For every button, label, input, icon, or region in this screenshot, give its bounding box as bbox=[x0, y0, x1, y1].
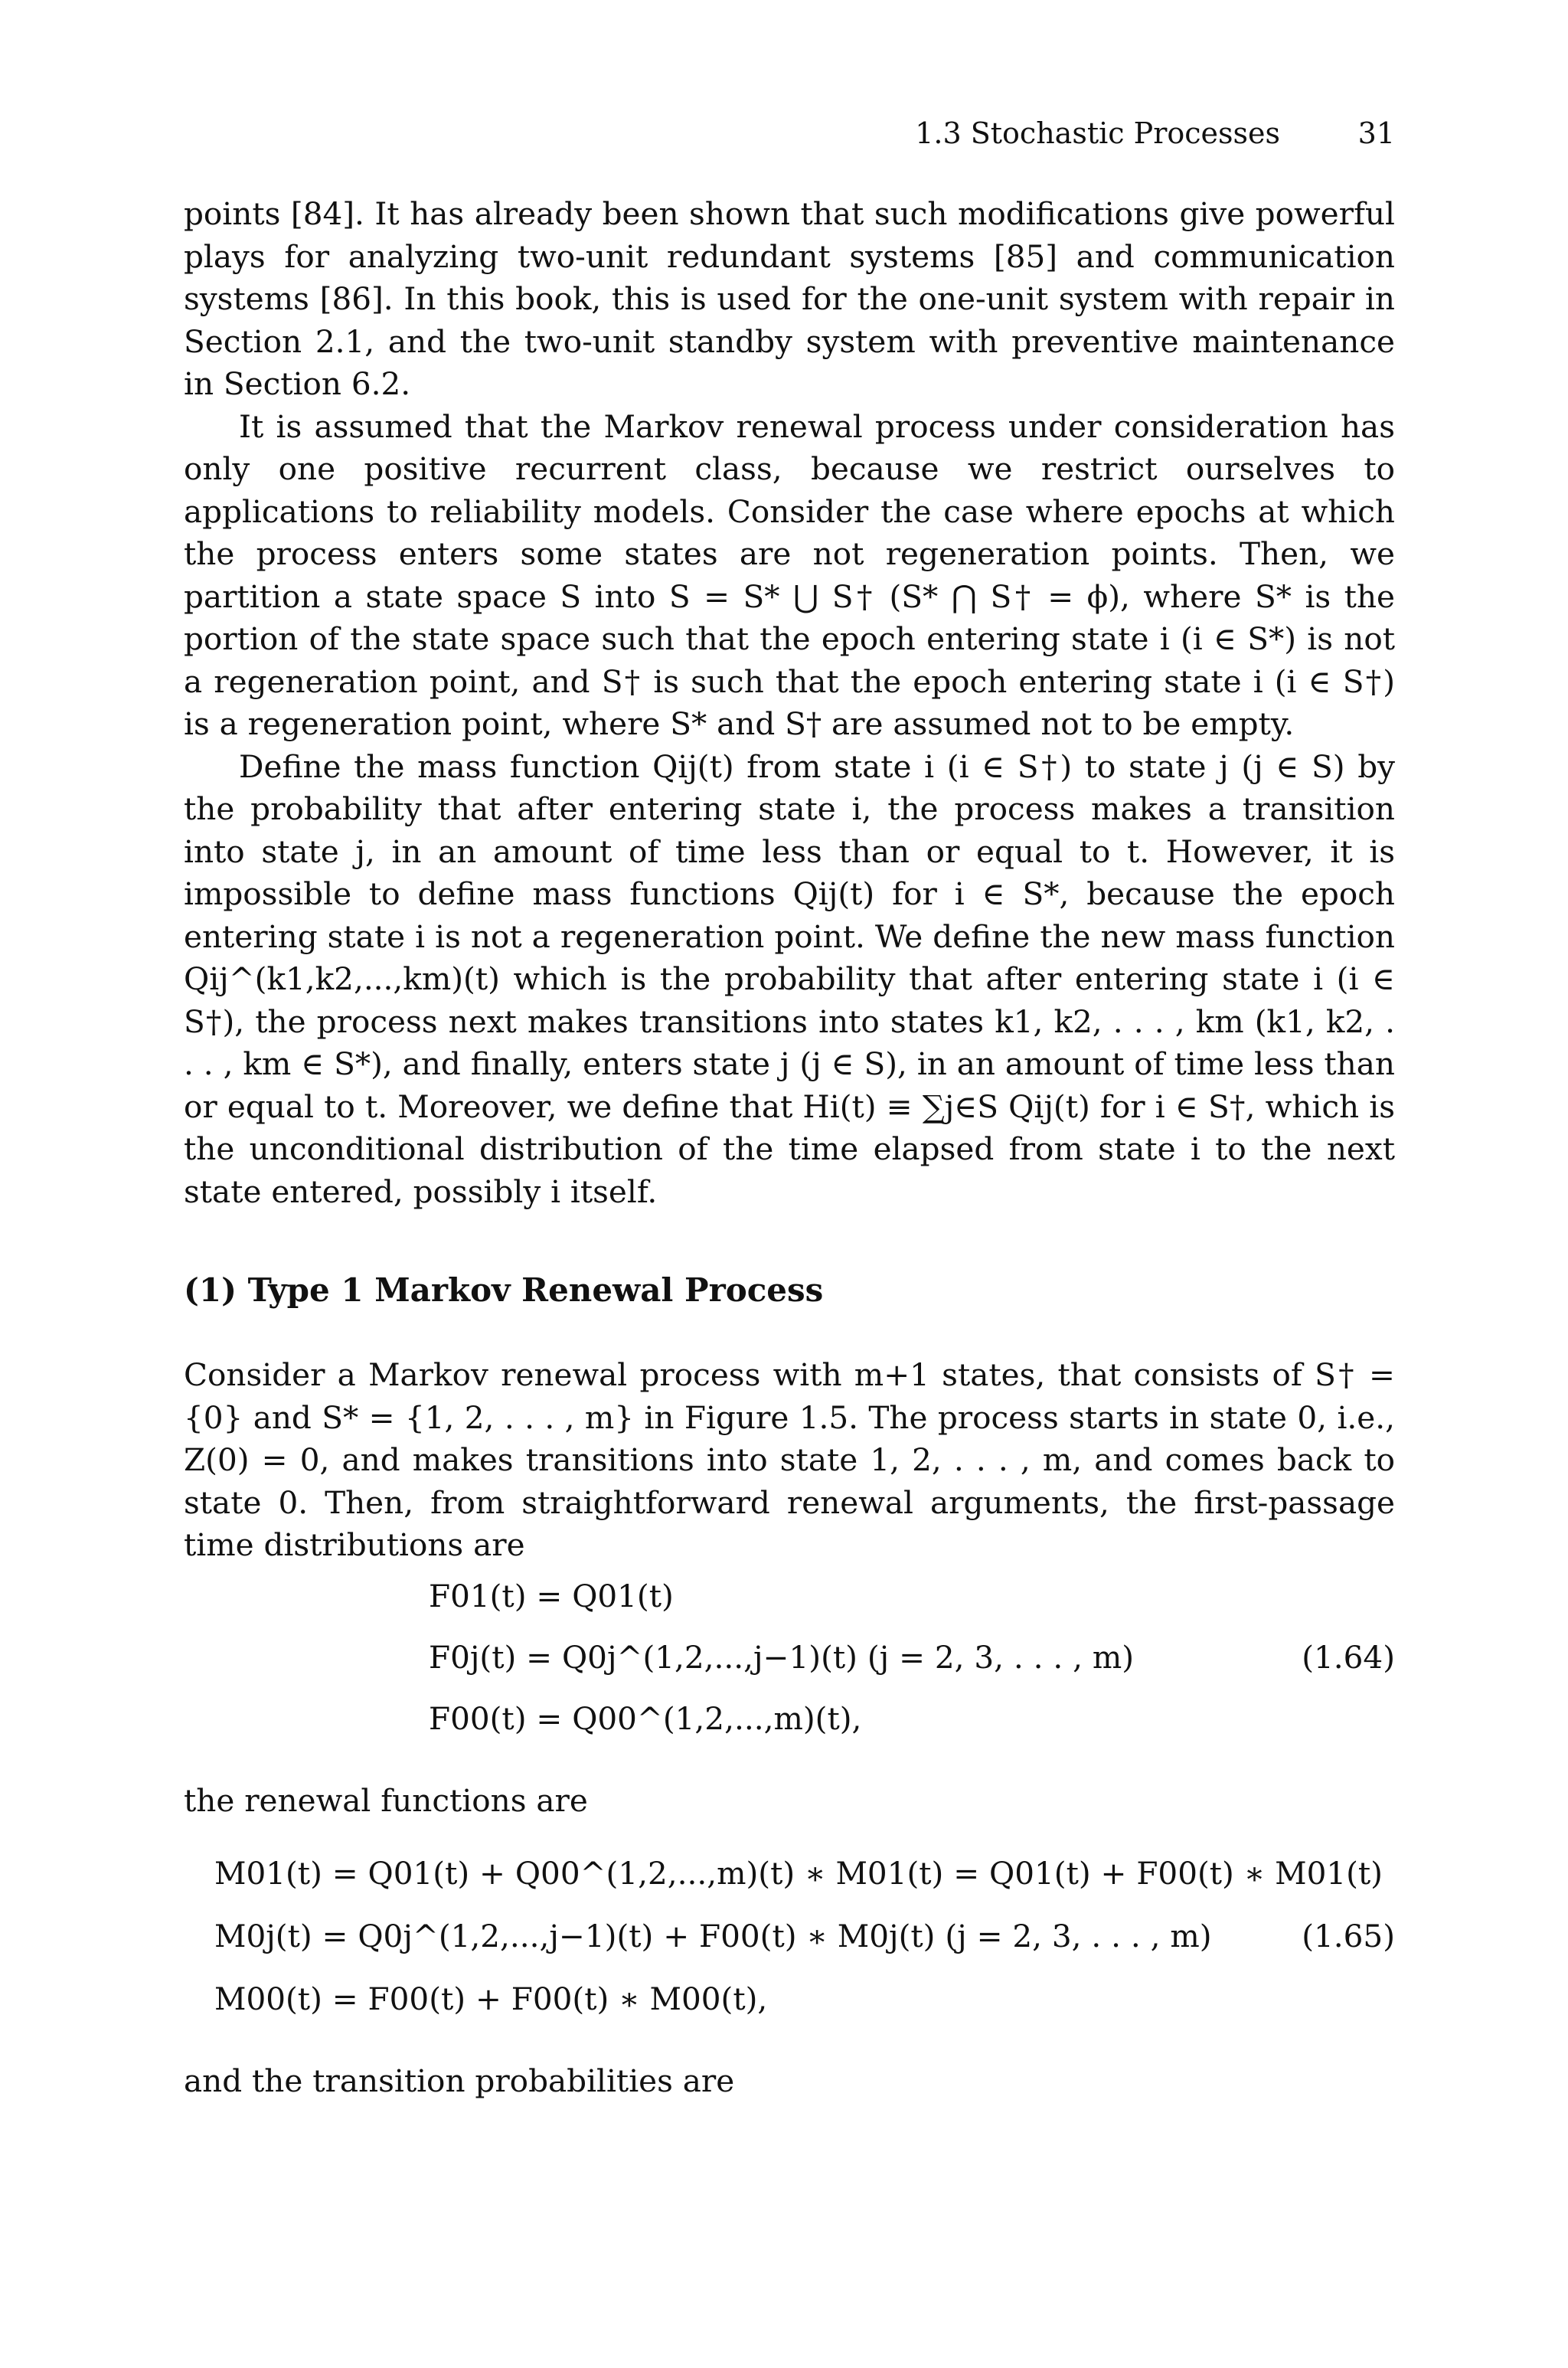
renewal-text-container bbox=[184, 1780, 1395, 1823]
page-header bbox=[184, 116, 1395, 159]
equation-line: M0j(t) = Q0j^(1,2,...,j−1)(t) + F00(t) ∗ M0j(t) (j = 2, 3, . . . , m) bbox=[214, 1918, 1212, 1954]
body-text bbox=[184, 193, 1395, 1213]
paragraph-1: points [84]. It has already been shown that such modifications give powerful plays for analyzing two-unit redundant systems [85] and communication systems [86]. In this book, this is used for the one-unit system with repair in Section 2.1, and the two-unit standby system with preventive maintenance in Section 6.2. bbox=[184, 195, 1395, 402]
equation-1-64 bbox=[184, 1578, 1395, 1769]
equation-line: M01(t) = Q01(t) + Q00^(1,2,...,m)(t) ∗ M01(t) = Q01(t) + F00(t) ∗ M01(t) bbox=[214, 1855, 1383, 1892]
paragraph-4: Consider a Markov renewal process with m+1 states, that consists of S† = {0} and S* = {1, 2, . . . , m} in Figure 1.5. The process starts in state 0, i.e., Z(0) = 0, and makes transitions into state 1, 2, . . . , m, and comes back to state 0. Then, from straightforward renewal arguments, the first-passage time distributions are bbox=[184, 1356, 1395, 1563]
equation-line: M00(t) = F00(t) + F00(t) ∗ M00(t), bbox=[214, 1980, 768, 2017]
text-transition: and the transition probabilities are bbox=[184, 2062, 735, 2099]
paragraph-2: It is assumed that the Markov renewal process under consideration has only one positive recurrent class, because we restrict ourselves to applications to reliability models. Consider the case where epochs at which the process enters some states are not regeneration points. Then, we partition a state space S into S = S* ⋃ S† (S* ⋂ S† = ϕ), where S* is the portion of the state space such that the epoch entering state i (i ∈ S*) is not a regeneration point, and S† is such that the epoch entering state i (i ∈ S†) is a regeneration point, where S* and S† are assumed not to be empty. bbox=[184, 407, 1395, 742]
equation-number: (1.64) bbox=[1302, 1639, 1395, 1676]
section-heading: (1) Type 1 Markov Renewal Process bbox=[184, 1271, 824, 1309]
equation-line: F00(t) = Q00^(1,2,...,m)(t), bbox=[429, 1700, 862, 1737]
equation-1-65 bbox=[184, 1855, 1395, 2046]
equation-line: F01(t) = Q01(t) bbox=[429, 1578, 674, 1614]
paragraph-4-container bbox=[184, 1354, 1395, 1567]
paragraph-3: Define the mass function Qij(t) from state i (i ∈ S†) to state j (j ∈ S) by the probability that after entering state i, the process makes a transition into state j, in an amount of time less than or equal to t. However, it is impossible to define mass functions Qij(t) for i ∈ S*, because the epoch entering state i is not a regeneration point. We define the new mass function Qij^(k1,k2,...,km)(t) which is the probability that after entering state i (i ∈ S†), the process next makes transitions into states k1, k2, . . . , km (k1, k2, . . . , km ∈ S*), and finally, enters state j (j ∈ S), in an amount of time less than or equal to t. Moreover, we define that Hi(t) ≡ ∑j∈S Qij(t) for i ∈ S†, which is the unconditional distribution of the time elapsed from state i to the next state entered, possibly i itself. bbox=[184, 747, 1395, 1210]
equation-line: F0j(t) = Q0j^(1,2,...,j−1)(t) (j = 2, 3, . . . , m) bbox=[429, 1639, 1135, 1676]
text-renewal: the renewal functions are bbox=[184, 1782, 588, 1819]
page-number: 31 bbox=[1357, 116, 1395, 150]
running-title: 1.3 Stochastic Processes bbox=[915, 116, 1280, 150]
equation-number: (1.65) bbox=[1302, 1918, 1395, 1954]
transition-text-container bbox=[184, 2060, 1395, 2103]
